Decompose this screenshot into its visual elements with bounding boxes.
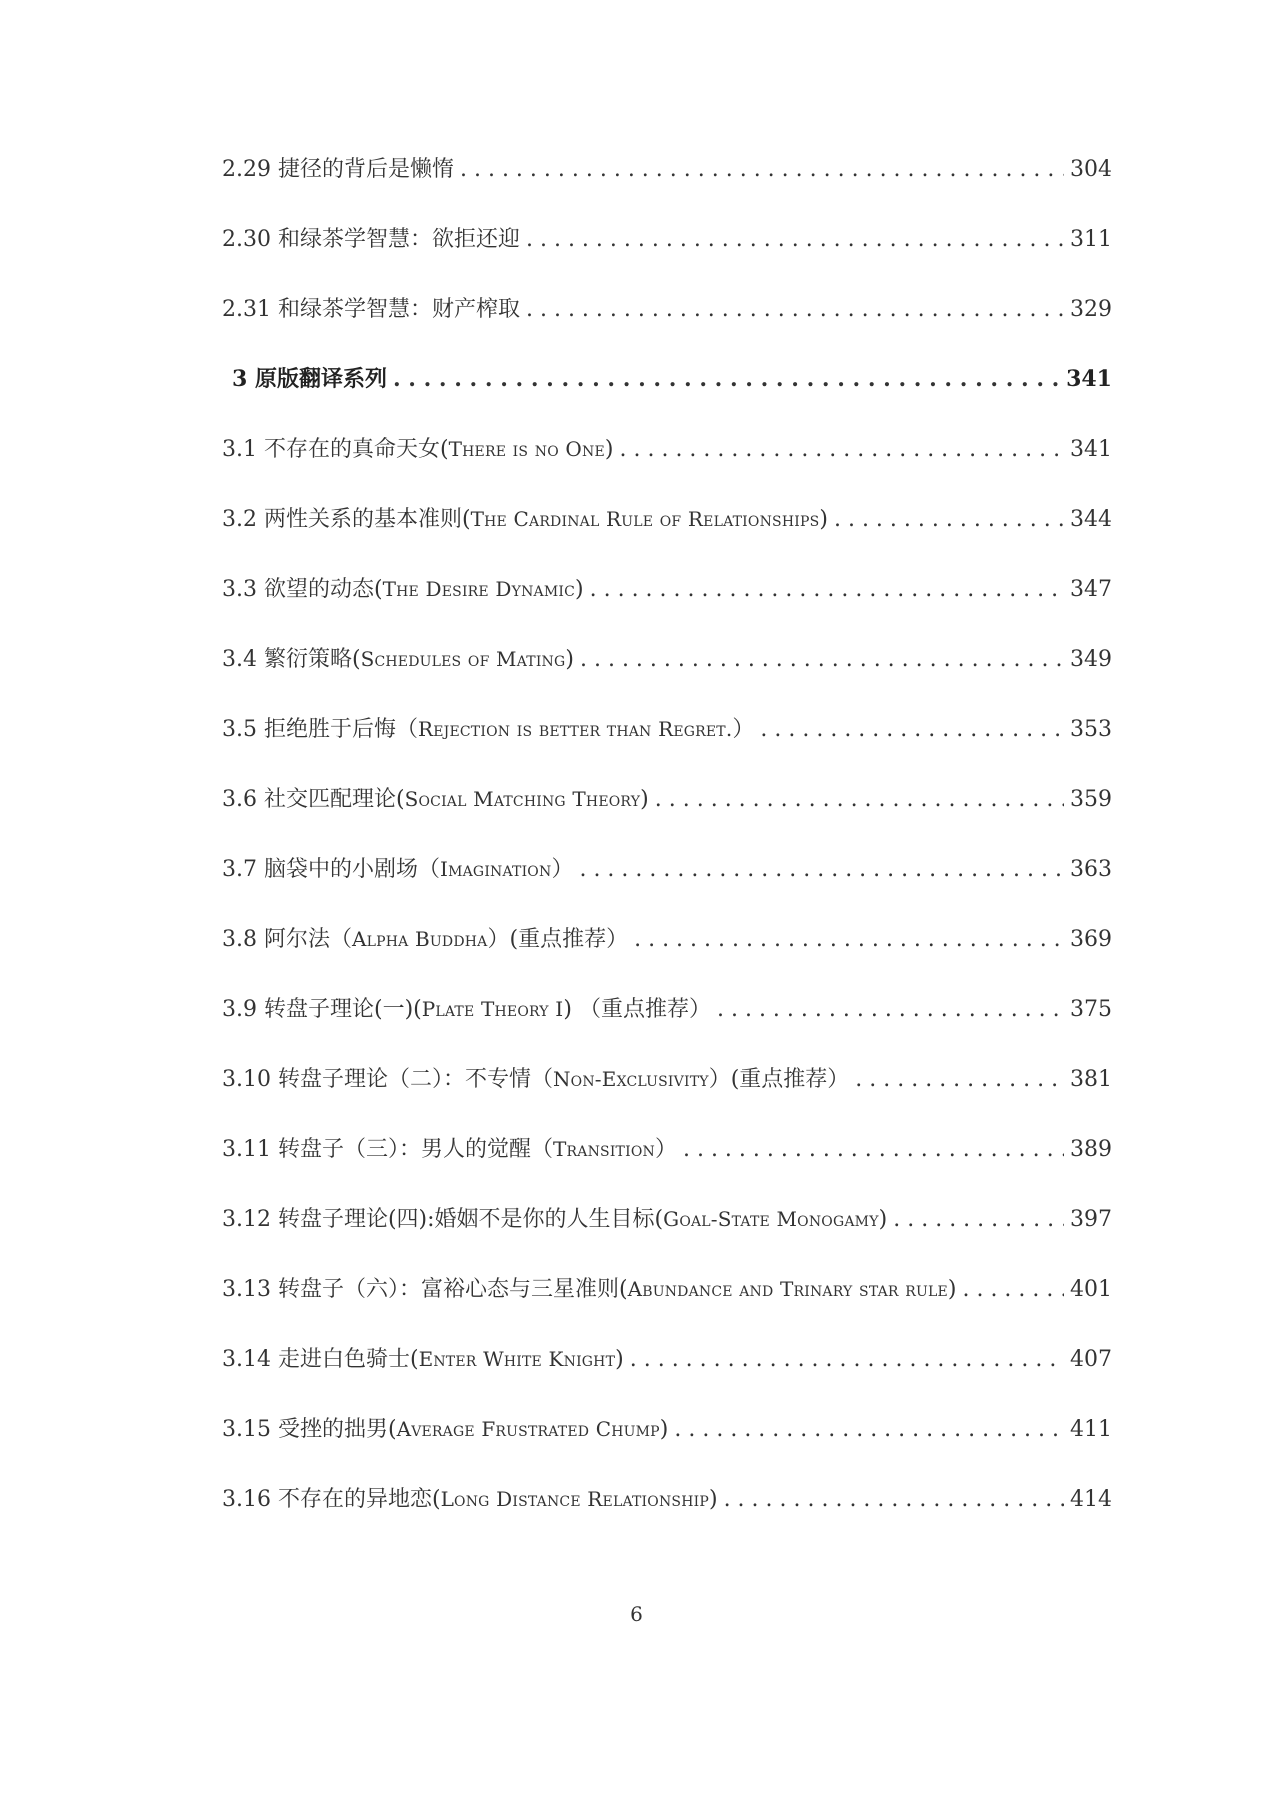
toc-entry-page-number: 359	[1070, 787, 1112, 812]
toc-entry-title-suffix: ）(重点推荐）	[487, 927, 629, 952]
toc-entry-page-number: 353	[1070, 717, 1112, 742]
toc-dot-leader	[760, 716, 1064, 744]
toc-entry[interactable]	[222, 1135, 1112, 1205]
toc-entry-title-suffix: )	[575, 577, 584, 602]
toc-entry-page-number: 304	[1070, 157, 1112, 182]
toc-entry-title-en: Rejection is better than Regret.	[417, 717, 733, 741]
toc-entry-title-suffix: )	[615, 1347, 624, 1372]
toc-entry[interactable]	[222, 1415, 1112, 1485]
toc-entry-title-suffix: )	[819, 507, 828, 532]
toc-entry-page-number: 311	[1070, 227, 1112, 252]
toc-entry[interactable]	[222, 435, 1112, 505]
toc-entry-title-en: Enter White Knight	[418, 1347, 616, 1371]
toc-entry-title-en: Imagination	[439, 857, 552, 881]
toc-dot-leader	[834, 506, 1064, 534]
toc-entry[interactable]	[222, 1205, 1112, 1275]
toc-entry-page-number: 349	[1070, 647, 1112, 672]
toc-entry-title	[222, 1415, 668, 1444]
toc-entry-title-suffix: ）	[551, 857, 574, 882]
toc-entry-title	[222, 1485, 718, 1514]
toc-dot-leader	[893, 1206, 1064, 1234]
toc-entry-title	[222, 645, 574, 674]
toc-entry[interactable]	[222, 1275, 1112, 1345]
toc-entry[interactable]	[222, 225, 1112, 295]
toc-entry-title	[222, 1135, 677, 1164]
toc-entry-title-suffix: )	[947, 1277, 957, 1302]
toc-entry-title-zh: 3.4 繁衍策略(	[222, 647, 361, 672]
toc-entry-title-suffix: )	[565, 647, 574, 672]
toc-entry-title-en: The Cardinal Rule of Relationships	[470, 507, 820, 531]
toc-entry-title-suffix: ）	[732, 717, 755, 742]
toc-dot-leader	[526, 296, 1064, 324]
toc-entry-title-zh: 3.3 欲望的动态(	[222, 577, 383, 602]
toc-entry-page-number: 344	[1070, 507, 1112, 532]
toc-dot-leader	[655, 786, 1064, 814]
toc-entry-title	[222, 575, 584, 604]
toc-entry[interactable]	[222, 925, 1112, 995]
toc-entry-title-suffix: )	[708, 1487, 718, 1512]
toc-entry-title-zh: 3.2 两性关系的基本准则(	[222, 507, 471, 532]
toc-entry-title-zh: 3.12 转盘子理论(四):婚姻不是你的人生目标(	[222, 1207, 664, 1232]
toc-entry-title-zh: 3.11 转盘子（三）：男人的觉醒（	[222, 1137, 553, 1162]
toc-entry-page-number: 401	[1070, 1277, 1112, 1302]
toc-entry-title-zh: 3.1 不存在的真命天女(	[222, 437, 449, 462]
toc-entry-title-zh: 3.14 走进白色骑士(	[222, 1347, 419, 1372]
toc-entry-title-en: Non-Exclusivity	[552, 1067, 709, 1091]
toc-entry-title-suffix: ）(重点推荐）	[708, 1067, 850, 1092]
toc-entry-title	[222, 1275, 956, 1304]
toc-entry-title-suffix: ）	[654, 1137, 677, 1162]
toc-entry[interactable]	[222, 295, 1112, 365]
toc-entry-title	[222, 155, 454, 184]
toc-entry-title	[222, 925, 628, 954]
toc-dot-leader	[460, 156, 1064, 184]
toc-entry-page-number: 363	[1070, 857, 1112, 882]
toc-entry-title	[222, 1345, 624, 1374]
toc-entry-title-zh: 3.5 拒绝胜于后悔（	[222, 717, 418, 742]
toc-entry-title-zh: 3.8 阿尔法（	[222, 927, 352, 952]
toc-dot-leader	[526, 226, 1064, 254]
toc-entry-title-en: Goal-State Monogamy	[663, 1207, 879, 1231]
toc-entry[interactable]	[222, 855, 1112, 925]
toc-entry-page-number: 329	[1070, 297, 1112, 322]
toc-entry-title-zh: 3.13 转盘子（六）：富裕心态与三星准则(	[222, 1277, 628, 1302]
toc-entry[interactable]	[222, 1065, 1112, 1135]
toc-entry-page-number: 414	[1070, 1487, 1112, 1512]
toc-entry-title-zh: 2.30 和绿茶学智慧：欲拒还迎	[222, 227, 520, 252]
toc-dot-leader	[620, 436, 1065, 464]
toc-entry-title-en: Average Frustrated Chump	[396, 1417, 660, 1441]
toc-entry-title-zh: 3.16 不存在的异地恋(	[222, 1487, 441, 1512]
toc-entry-title-suffix: ) （重点推荐）	[563, 997, 711, 1022]
toc-entry[interactable]	[222, 785, 1112, 855]
toc-dot-leader	[579, 856, 1064, 884]
toc-list	[222, 155, 1112, 1555]
toc-dot-leader	[962, 1276, 1064, 1304]
toc-entry[interactable]	[222, 715, 1112, 785]
toc-entry-title-suffix: )	[878, 1207, 888, 1232]
toc-entry-page-number: 341	[1070, 437, 1112, 462]
toc-entry[interactable]	[222, 1345, 1112, 1415]
toc-entry-title-en: Transition	[552, 1137, 655, 1161]
toc-entry-title-en: Long Distance Relationship	[440, 1487, 709, 1511]
toc-entry[interactable]	[222, 365, 1112, 435]
toc-entry-title	[222, 1065, 849, 1094]
toc-entry-title-zh: 2.29 捷径的背后是懒惰	[222, 157, 454, 182]
toc-entry-page-number: 381	[1070, 1067, 1112, 1092]
toc-dot-leader	[674, 1416, 1064, 1444]
toc-entry-page-number: 407	[1070, 1347, 1112, 1372]
toc-entry-title	[222, 505, 828, 534]
toc-entry-title-en: Alpha Buddha	[351, 927, 488, 951]
toc-entry[interactable]	[222, 505, 1112, 575]
toc-entry-title	[232, 365, 387, 393]
toc-entry-page-number: 411	[1070, 1417, 1112, 1442]
toc-entry-title-suffix: )	[640, 787, 649, 812]
toc-entry-title-zh: 3.10 转盘子理论（二）：不专情（	[222, 1067, 553, 1092]
toc-entry-page-number: 341	[1066, 366, 1112, 392]
toc-entry-title-en: Plate Theory I	[421, 997, 564, 1021]
toc-entry-title-suffix: )	[659, 1417, 669, 1442]
toc-entry-title-en: There is no One	[448, 437, 605, 461]
toc-entry[interactable]	[222, 575, 1112, 645]
toc-entry-page-number: 369	[1070, 927, 1112, 952]
toc-entry-page-number: 397	[1070, 1207, 1112, 1232]
toc-entry-title-zh: 3 原版翻译系列	[232, 366, 387, 392]
toc-entry-title	[222, 995, 711, 1024]
toc-dot-leader	[393, 365, 1060, 393]
toc-entry-title	[222, 785, 649, 814]
toc-entry-title	[222, 225, 520, 254]
toc-entry-title-en: Abundance and Trinary star rule	[627, 1277, 948, 1301]
toc-entry-title-en: Schedules of Mating	[360, 647, 566, 671]
toc-entry-title-en: The Desire Dynamic	[382, 577, 576, 601]
toc-entry-page-number: 375	[1070, 997, 1112, 1022]
toc-entry-title-zh: 2.31 和绿茶学智慧：财产榨取	[222, 297, 520, 322]
toc-entry[interactable]	[222, 995, 1112, 1065]
toc-dot-leader	[717, 996, 1064, 1024]
toc-entry-title	[222, 855, 573, 884]
page-number: 6	[630, 1602, 643, 1626]
toc-dot-leader	[634, 926, 1064, 954]
toc-entry-title	[222, 435, 614, 464]
table-of-contents	[222, 155, 1112, 1555]
toc-dot-leader	[630, 1346, 1064, 1374]
toc-entry[interactable]	[222, 155, 1112, 225]
toc-entry-title-zh: 3.15 受挫的拙男(	[222, 1417, 397, 1442]
toc-entry-title	[222, 715, 754, 744]
toc-entry[interactable]	[222, 645, 1112, 715]
toc-entry-title-zh: 3.9 转盘子理论(一)(	[222, 997, 422, 1022]
toc-dot-leader	[683, 1136, 1064, 1164]
toc-entry-title	[222, 1205, 887, 1234]
toc-dot-leader	[590, 576, 1064, 604]
toc-entry-title-en: Social Matching Theory	[404, 787, 641, 811]
toc-entry-title	[222, 295, 520, 324]
toc-entry-title-zh: 3.6 社交匹配理论(	[222, 787, 405, 812]
toc-entry[interactable]	[222, 1485, 1112, 1555]
toc-entry-page-number: 347	[1070, 577, 1112, 602]
toc-dot-leader	[580, 646, 1064, 674]
toc-dot-leader	[724, 1486, 1064, 1514]
toc-entry-title-suffix: )	[604, 437, 614, 462]
toc-entry-title-zh: 3.7 脑袋中的小剧场（	[222, 857, 440, 882]
toc-entry-page-number: 389	[1070, 1137, 1112, 1162]
toc-dot-leader	[855, 1066, 1064, 1094]
